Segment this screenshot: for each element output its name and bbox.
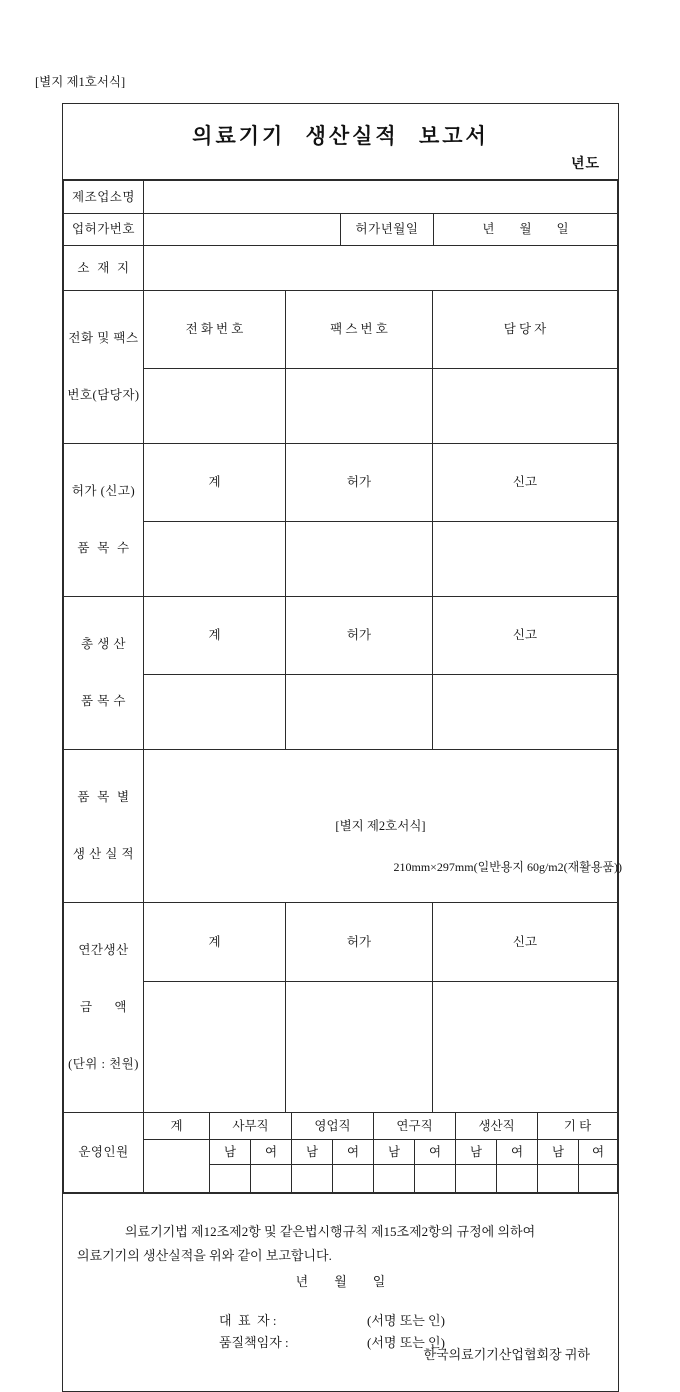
license-date-value-cell: 년 월 일 [434,214,618,246]
licensed-items-total-cell [144,521,286,596]
annual-amount-label-line2: 금 액 [80,1000,127,1014]
annual-amount-report-cell [433,982,618,1113]
staff-office-male-cell [210,1165,251,1193]
contact-value-cell [433,368,618,443]
staff-office-female-header: 여 [251,1140,292,1165]
staff-sales-male-header: 남 [292,1140,333,1165]
staff-research-male-header: 남 [374,1140,415,1165]
licensed-items-report-header: 신고 [433,444,618,522]
licensed-items-report-cell [433,521,618,596]
representative-signature-row [219,1310,604,1332]
phone-fax-section [63,290,618,444]
by-item-label [64,750,144,903]
staff-other-male-cell [538,1165,579,1193]
title-block [63,104,618,180]
licensed-items-license-cell [286,521,433,596]
license-number-value-cell [144,214,341,246]
representative-label: 대 표 자 : [219,1313,277,1328]
statement-block [63,1193,618,1391]
produced-items-label-line1: 총 생 산 [81,637,126,651]
by-item-label-line1: 품 목 별 [77,790,130,804]
licensed-items-label-line2: 품 목 수 [77,541,130,555]
produced-items-license-header: 허가 [286,597,433,675]
staff-sales-male-cell [292,1165,333,1193]
form-title: 의료기기 생산실적 보고서 [192,124,489,148]
contact-column-header: 담 당 자 [433,291,618,369]
staff-sales-female-cell [333,1165,374,1193]
paper-size-note: 210mm×297mm(일반용지 60g/m2(재활용품)) [393,860,622,874]
produced-items-label-line2: 품 목 수 [81,694,126,708]
staff-production-female-header: 여 [497,1140,538,1165]
staff-office-male-header: 남 [210,1140,251,1165]
produced-items-license-cell [286,674,433,749]
annual-amount-section [63,902,618,1113]
staff-other-female-header: 여 [579,1140,618,1165]
phone-value-cell [144,368,286,443]
recipient-line: 한국의료기기산업협회장 귀하 [423,1347,590,1362]
staff-production-header: 생산직 [456,1113,538,1140]
staff-research-male-cell [374,1165,415,1193]
address-value-cell [144,246,618,291]
licensed-items-section [63,443,618,597]
staff-label: 운영인원 [64,1113,144,1193]
statement-line1: 의료기기법 제12조제2항 및 같은법시행규칙 제15조제2항의 규정에 의하여 [125,1224,536,1239]
phone-column-header: 전 화 번 호 [144,291,286,369]
address-row [63,245,618,291]
by-item-value-cell: [별지 제2호서식] [144,750,618,903]
year-label: 년도 [570,157,600,172]
annual-amount-label-line3: (단위 : 천원) [68,1057,139,1071]
representative-sign-note: (서명 또는 인) [367,1313,445,1328]
licensed-items-license-header: 허가 [286,444,433,522]
license-date-label: 허가년월일 [341,214,434,246]
statement-date-line: 년 월 일 [295,1274,386,1289]
manufacturer-row [63,180,618,214]
license-number-label: 업허가번호 [64,214,144,246]
staff-production-female-cell [497,1165,538,1193]
annual-amount-label [64,903,144,1113]
license-row [63,213,618,246]
produced-items-section [63,596,618,750]
phone-fax-label-line1: 전화 및 팩스 [68,331,139,345]
annual-amount-license-cell [286,982,433,1113]
produced-items-total-cell [144,674,286,749]
staff-office-header: 사무직 [210,1113,292,1140]
staff-other-female-cell [579,1165,618,1193]
address-label: 소 재 지 [64,246,144,291]
produced-items-report-header: 신고 [433,597,618,675]
staff-sales-female-header: 여 [333,1140,374,1165]
licensed-items-label [64,444,144,597]
statement-line2: 의료기기의 생산실적을 위와 같이 보고합니다. [77,1248,332,1263]
staff-sales-header: 영업직 [292,1113,374,1140]
produced-items-total-header: 계 [144,597,286,675]
annual-amount-total-cell [144,982,286,1113]
form-reference: [별지 제1호서식] [35,75,126,89]
staff-research-header: 연구직 [374,1113,456,1140]
phone-fax-label-line2: 번호(담당자) [67,388,140,402]
licensed-items-label-line1: 허가 (신고) [71,484,136,498]
annual-amount-total-header: 계 [144,903,286,982]
staff-section [63,1112,618,1193]
staff-research-female-cell [415,1165,456,1193]
fax-value-cell [286,368,433,443]
manufacturer-label: 제조업소명 [64,181,144,214]
staff-total-value-cell [144,1140,210,1193]
annual-amount-label-line1: 연간생산 [78,943,129,957]
phone-fax-label [64,291,144,444]
by-item-label-line2: 생 산 실 적 [72,847,135,861]
produced-items-report-cell [433,674,618,749]
annual-amount-license-header: 허가 [286,903,433,982]
licensed-items-total-header: 계 [144,444,286,522]
produced-items-label [64,597,144,750]
staff-research-female-header: 여 [415,1140,456,1165]
annual-amount-report-header: 신고 [433,903,618,982]
staff-office-female-cell [251,1165,292,1193]
by-item-row [63,749,618,903]
staff-production-male-cell [456,1165,497,1193]
fax-column-header: 팩 스 번 호 [286,291,433,369]
staff-total-header: 계 [144,1113,210,1140]
manufacturer-value-cell [144,181,618,214]
quality-sign-note: (서명 또는 인) [367,1335,445,1350]
form-box [62,103,619,1392]
staff-other-male-header: 남 [538,1140,579,1165]
staff-other-header: 기 타 [538,1113,618,1140]
staff-production-male-header: 남 [456,1140,497,1165]
quality-manager-label: 품질책임자 : [219,1335,289,1350]
